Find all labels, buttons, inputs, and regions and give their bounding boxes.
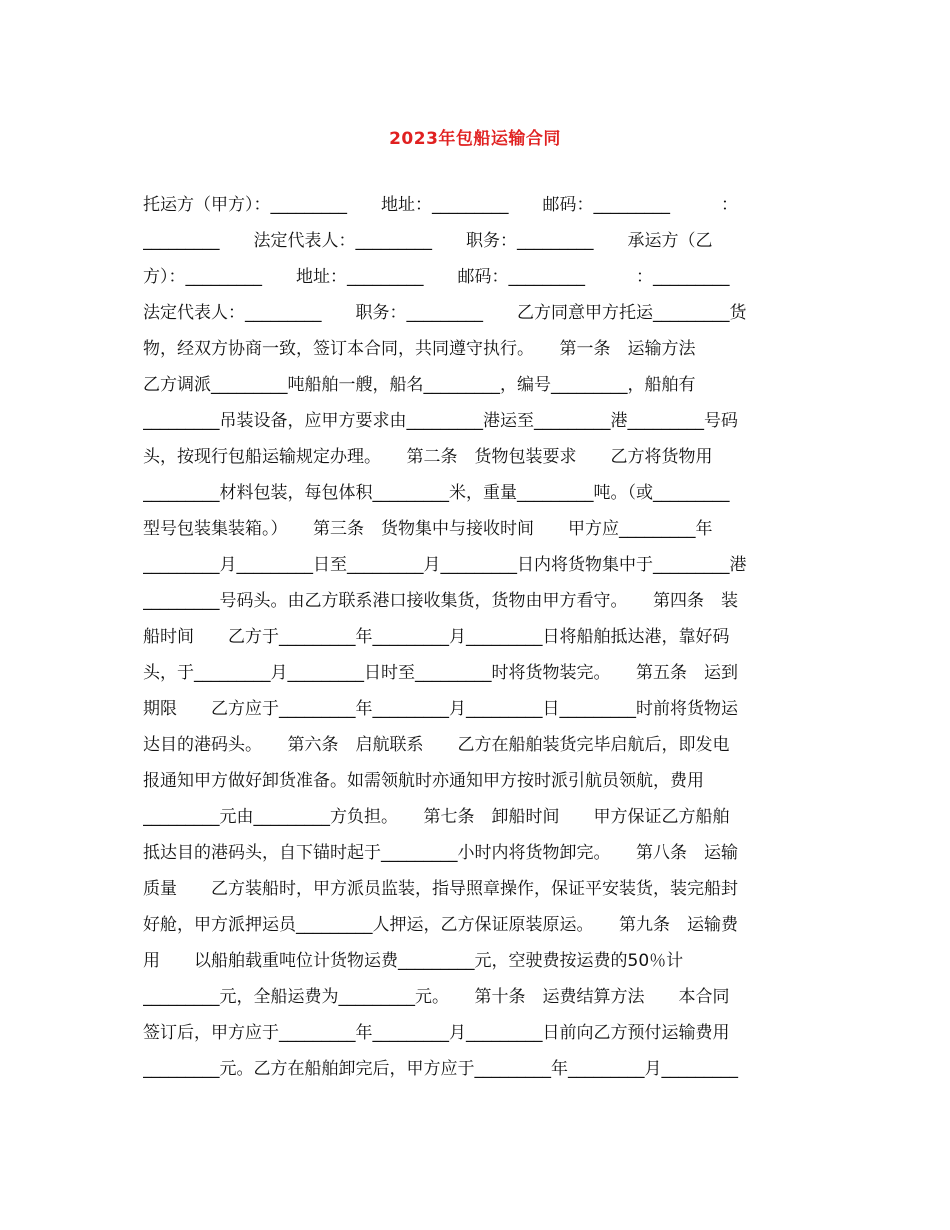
body-line: _________月_________日至_________月_________日内将货物集中于_________港 [143, 555, 747, 575]
body-line: _________吊装设备，应甲方要求由_________港运至_________港_________号码 [143, 411, 738, 431]
body-line: _________元由_________方负担。 第七条 卸船时间 甲方保证乙方船舶 [143, 807, 730, 827]
body-line: 期限 乙方应于_________年_________月_________日_________时前将货物运 [143, 699, 738, 719]
body-line: 头，按现行包船运输规定办理。 第二条 货物包装要求 乙方将货物用 [143, 447, 713, 467]
body-line: _________元。乙方在船舶卸完后，甲方应于_________年_________月_________ [143, 1059, 738, 1079]
body-line: 用 以船舶载重吨位计货物运费_________元，空驶费按运费的50％计 [143, 951, 684, 971]
document-title: 2023年包船运输合同 [389, 129, 561, 149]
body-line: 型号包装集装箱。） 第三条 货物集中与接收时间 甲方应_________年 [143, 519, 713, 539]
body-line: 达目的港码头。 第六条 启航联系 乙方在船舶装货完毕启航后，即发电 [143, 735, 730, 755]
body-line: 抵达目的港码头，自下锚时起于_________小时内将货物卸完。 第八条 运输 [143, 843, 738, 863]
body-line: 报通知甲方做好卸货准备。如需领航时亦通知甲方按时派引航员领航，费用 [143, 771, 704, 791]
body-line: _________元，全船运费为_________元。 第十条 运费结算方法 本合同 [143, 987, 730, 1007]
body-line: 乙方调派_________吨船舶一艘，船名_________，编号_________，船舶有 [143, 375, 696, 395]
body-line: 签订后，甲方应于_________年_________月_________日前向乙方预付运输费用 [143, 1023, 730, 1043]
body-line: 好舱，甲方派押运员_________人押运，乙方保证原装原运。 第九条 运输费 [143, 915, 738, 935]
body-line: _________号码头。由乙方联系港口接收集货，货物由甲方看守。 第四条 装 [143, 591, 738, 611]
body-line: _________ 法定代表人：_________ 职务：_________ 承运方（乙 [143, 231, 713, 251]
body-line: _________材料包装，每包体积_________米，重量_________吨。（或_________ [143, 483, 730, 503]
body-line: 方）：_________ 地址：_________ 邮码：_________ ：_________ [143, 267, 730, 287]
body-line: 法定代表人：_________ 职务：_________ 乙方同意甲方托运_________货 [143, 303, 747, 323]
body-line: 质量 乙方装船时，甲方派员监装，指导照章操作，保证平安装货，装完船封 [143, 879, 738, 899]
body-line: 物，经双方协商一致，签订本合同，共同遵守执行。 第一条 运输方法 [143, 339, 696, 359]
body-line: 船时间 乙方于_________年_________月_________日将船舶抵达港，靠好码 [143, 627, 730, 647]
body-line: 头，于_________月_________日时至_________时将货物装完。 第五条 运到 [143, 663, 738, 683]
body-line: 托运方（甲方）：_________ 地址：_________ 邮码：_________ ： [143, 195, 738, 215]
